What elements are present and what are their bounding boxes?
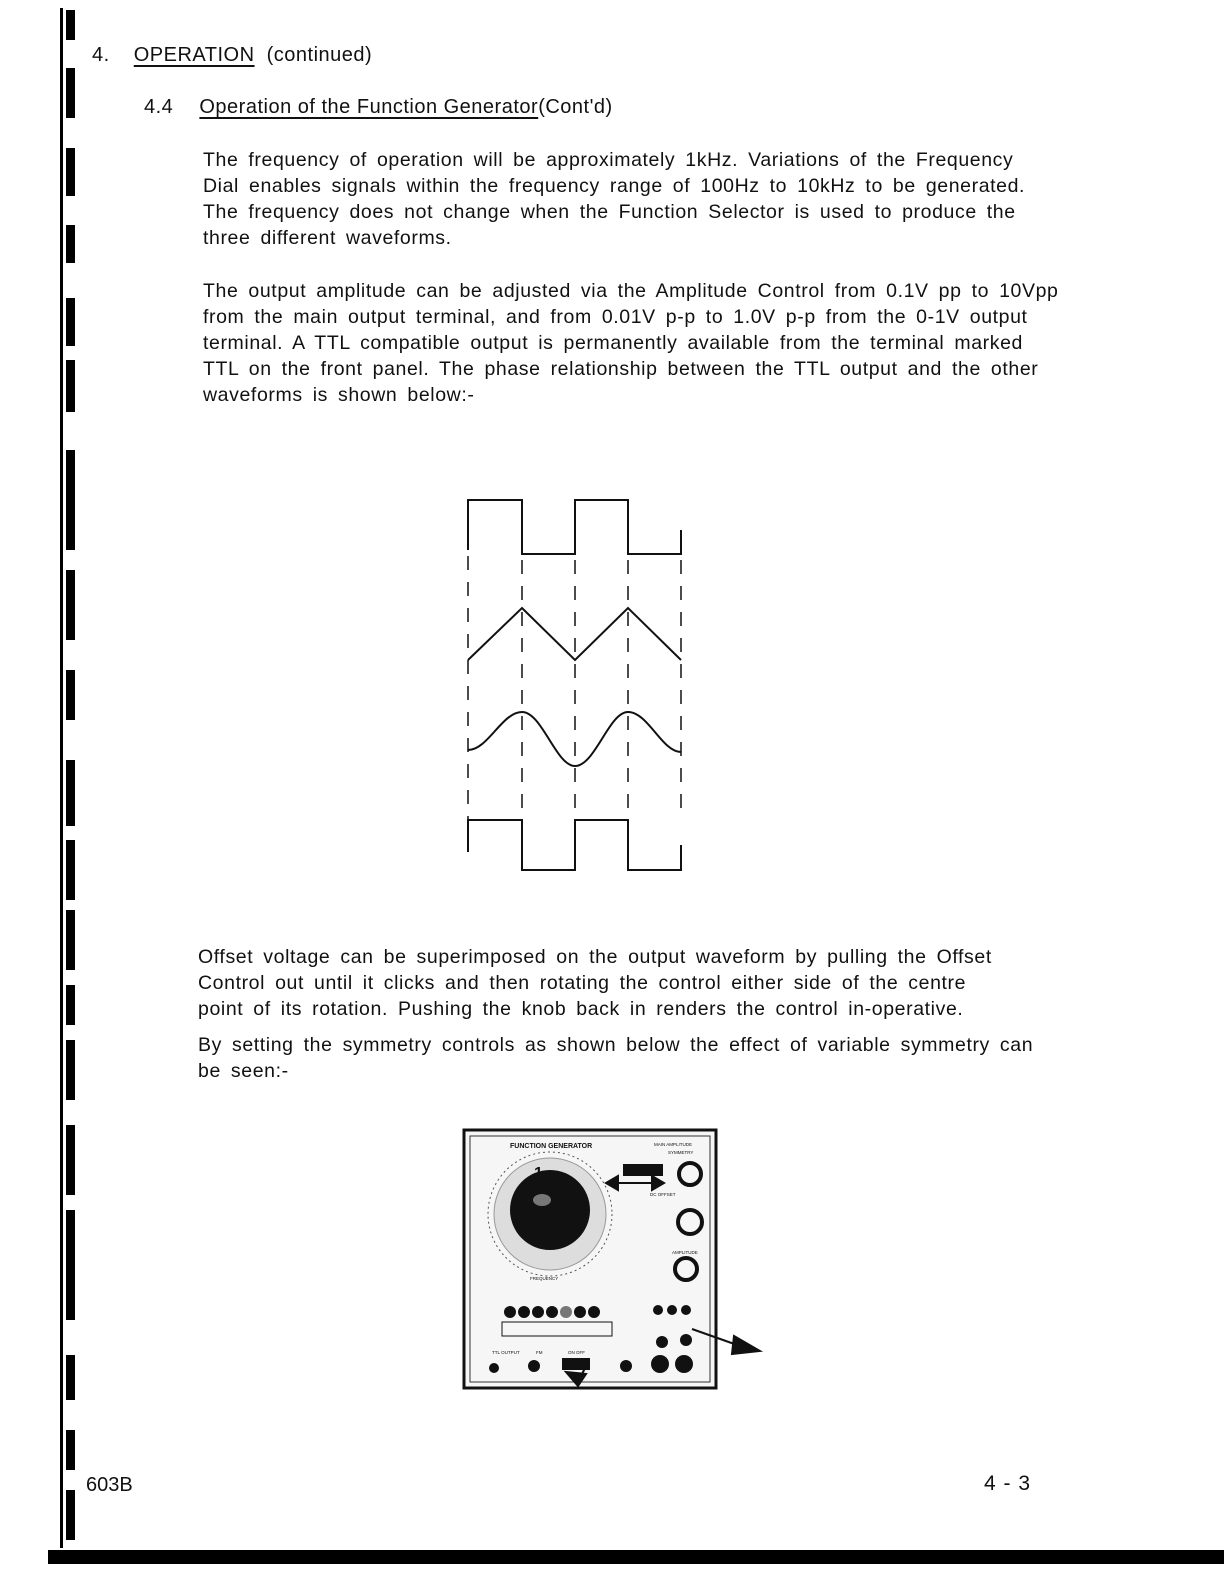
front-panel-illustration bbox=[458, 1124, 768, 1394]
text-line: Control out until it clicks and then rotating the control either side of the centre bbox=[198, 972, 967, 994]
paragraph-offset bbox=[198, 944, 992, 1022]
fm-label: FM bbox=[536, 1350, 543, 1355]
dc-offset-label: DC OFFSET bbox=[650, 1192, 676, 1197]
text-line: be seen:- bbox=[198, 1060, 289, 1082]
subsection-number: 4.4 bbox=[144, 96, 174, 118]
paragraph-frequency bbox=[203, 147, 1025, 251]
bottom-bar bbox=[48, 1550, 1224, 1564]
waveform-phase-diagram bbox=[440, 490, 710, 890]
ttl-output-wave bbox=[468, 820, 681, 870]
text-line: The frequency does not change when the Function Selector is used to produce the bbox=[203, 201, 1016, 223]
subsection-title: Operation of the Function Generator bbox=[199, 96, 539, 118]
frequency-dial-knob bbox=[510, 1170, 590, 1250]
text-line: Offset voltage can be superimposed on the output waveform by pulling the Offset bbox=[198, 946, 992, 968]
subsection-suffix: (Cont'd) bbox=[538, 96, 613, 118]
footer-page-number: 4 - 3 bbox=[984, 1472, 1032, 1495]
symmetry-label: SYMMETRY bbox=[668, 1150, 694, 1155]
section-heading bbox=[92, 44, 372, 67]
text-line: The output amplitude can be adjusted via the Amplitude Control from 0.1V pp to 10Vpp bbox=[203, 280, 1059, 302]
function-buttons bbox=[653, 1305, 691, 1315]
square-wave-top bbox=[468, 500, 681, 554]
output-terminal-2 bbox=[675, 1355, 693, 1373]
svg-text:1: 1 bbox=[534, 1165, 543, 1182]
text-line: The frequency of operation will be approximately 1kHz. Variations of the Frequency bbox=[203, 149, 1014, 171]
text-line: Dial enables signals within the frequency range of 100Hz to 10kHz to be generated. bbox=[203, 175, 1026, 197]
footer-model: 603B bbox=[86, 1474, 133, 1496]
section-suffix: (continued) bbox=[266, 44, 373, 66]
paragraph-symmetry bbox=[198, 1032, 1033, 1084]
text-line: By setting the symmetry controls as shown below the effect of variable symmetry can bbox=[198, 1034, 1034, 1056]
text-line: terminal. A TTL compatible output is permanently available from the terminal marked bbox=[203, 332, 1023, 354]
output-arrow bbox=[732, 1336, 760, 1354]
text-line: three different waveforms. bbox=[203, 227, 452, 249]
amplitude-label: AMPLITUDE bbox=[672, 1250, 698, 1255]
text-line: from the main output terminal, and from 0.01V p-p to 1.0V p-p from the 0-1V output bbox=[203, 306, 1028, 328]
output-terminal-1 bbox=[651, 1355, 669, 1373]
on-off-label: ON OFF bbox=[568, 1350, 585, 1355]
text-line: TTL on the front panel. The phase relationship between the TTL output and the other bbox=[203, 358, 1039, 380]
frequency-label: FREQUENCY bbox=[530, 1276, 559, 1281]
section-title: OPERATION bbox=[133, 44, 255, 66]
fm-terminal bbox=[528, 1360, 540, 1372]
ttl-output-label: TTL OUTPUT bbox=[492, 1350, 520, 1355]
symmetry-switch bbox=[623, 1164, 663, 1176]
panel-title-label: FUNCTION GENERATOR bbox=[510, 1143, 593, 1150]
section-number: 4. bbox=[92, 44, 110, 66]
ttl-terminal bbox=[489, 1363, 499, 1373]
text-line: point of its rotation. Pushing the knob back in renders the control in-operative. bbox=[198, 998, 964, 1020]
paragraph-amplitude bbox=[203, 278, 1058, 408]
text-line: waveforms is shown below:- bbox=[203, 384, 475, 406]
subsection-heading bbox=[144, 96, 613, 119]
phase-reference-lines bbox=[468, 530, 681, 820]
main-amplitude-label: MAIN AMPLITUDE bbox=[654, 1142, 693, 1147]
